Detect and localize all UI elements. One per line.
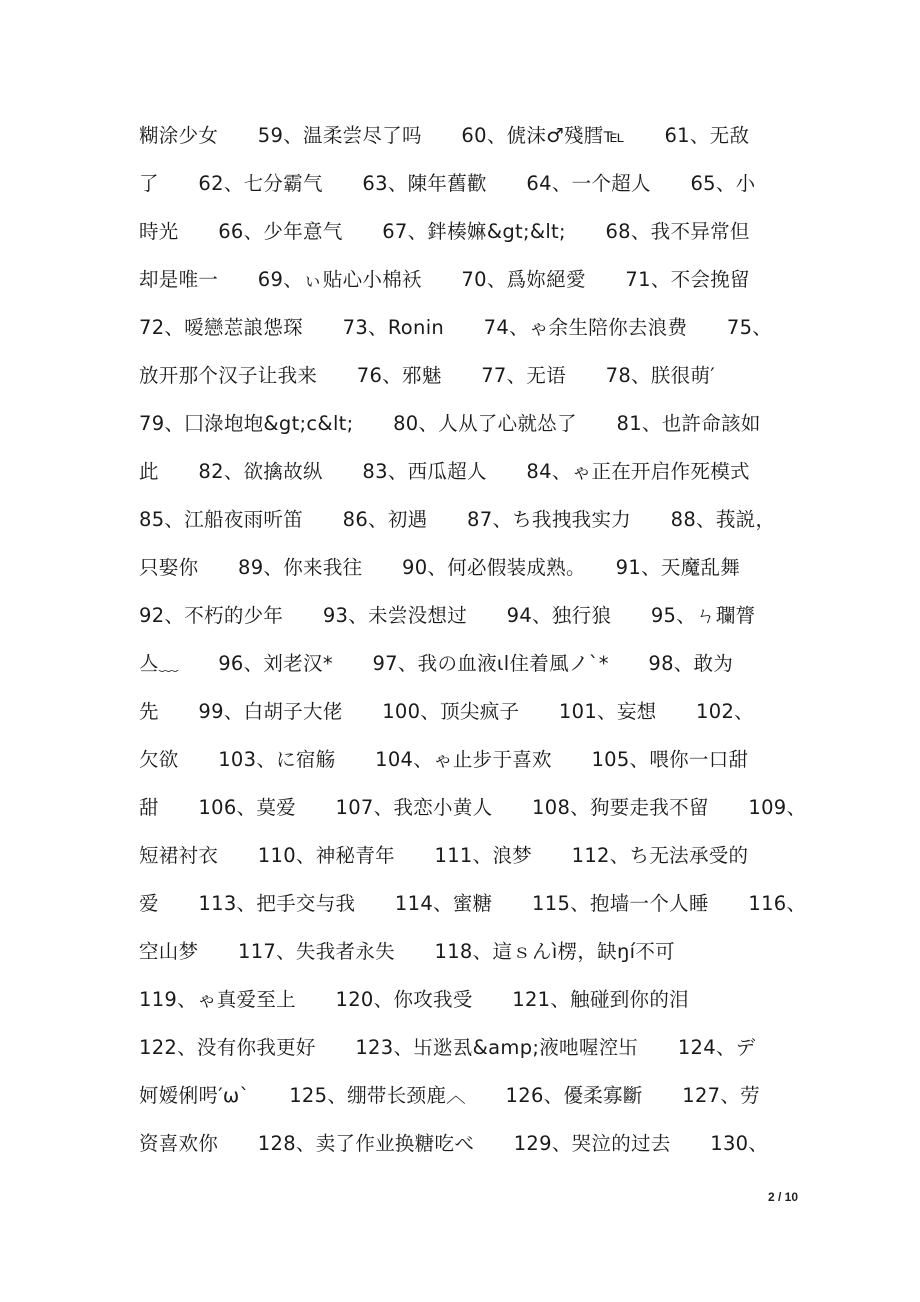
text-line: 85、江船夜雨听笛 86、初遇 87、ち我拽我实力 88、莪説， [139, 508, 776, 531]
text-line: 時光 66、少年意气 67、鉡楱嫲&gt;&lt; 68、我不异常但 [139, 220, 750, 243]
text-line: 却是唯一 69、ぃ贴心小棉袄 70、爲妳絕愛 71、不会挽留 [139, 268, 750, 291]
text-line: 放开那个汉子让我来 76、邪魅 77、无语 78、朕很萌′ [139, 364, 715, 387]
text-line: 79、囗淥垉垉&gt;c&lt; 80、人从了心就怂了 81、也許命該如 [139, 412, 761, 435]
text-line: 糊涂少女 59、温柔尝尽了吗 60、俿沫♂殘膤℡ 61、无敌 [139, 124, 750, 147]
text-line: 爱 113、把手交与我 114、蜜糖 115、抱墙一个人睡 116、 [139, 892, 807, 915]
page-number: 2 / 10 [767, 1190, 798, 1204]
text-line: 只娶你 89、你来我往 90、何必假装成熟。 91、天魔乱舞 [139, 556, 741, 579]
text-line: 欠欲 103、に宿觞 104、ゃ止步于喜欢 105、喂你一口甜 [139, 748, 749, 771]
text-line: 短裙衬衣 110、神秘青年 111、浪梦 112、ち无法承受的 [139, 844, 749, 867]
text-line: 空山梦 117、失我者永失 118、這ｓんì楞，缺ŋí不可 [139, 940, 675, 963]
text-line: 妸嫒俐呺′ω` 125、绷带长颈鹿︿ 126、優柔寡斷 127、劳 [139, 1084, 760, 1107]
text-line: 先 99、白胡子大佬 100、顶尖疯子 101、妄想 102、 [139, 700, 754, 723]
text-line: 119、ゃ真爱至上 120、你攻我受 121、触碰到你的泪 [139, 988, 689, 1011]
text-line: 此 82、欲擒故纵 83、西瓜超人 84、ゃ正在开启作死模式 [139, 460, 750, 483]
text-line: 122、没有你我更好 123、卐逖厾&amp;液吔喔涳卐 124、デ [139, 1036, 756, 1059]
text-line: 亼﹏ 96、刘老汉* 97、我の血液ιl住着風ノ`* 98、敢为 [139, 652, 734, 675]
text-line: 甜 106、莫爱 107、我恋小黄人 108、狗要走我不留 109、 [139, 796, 807, 819]
text-line: 72、嗳戀莣誏怹琛 73、Ronin 74、ゃ余生陪你去浪费 75、 [139, 316, 773, 339]
text-line: 92、不朽的少年 93、未尝没想过 94、独行狼 95、ㄣ瓓膂 [139, 604, 756, 627]
text-line: 了 62、七分霸气 63、陳年舊歡 64、一个超人 65、小 [139, 172, 756, 195]
text-line: 资喜欢你 128、卖了作业换糖吃べ 129、哭泣的过去 130、 [139, 1132, 769, 1155]
